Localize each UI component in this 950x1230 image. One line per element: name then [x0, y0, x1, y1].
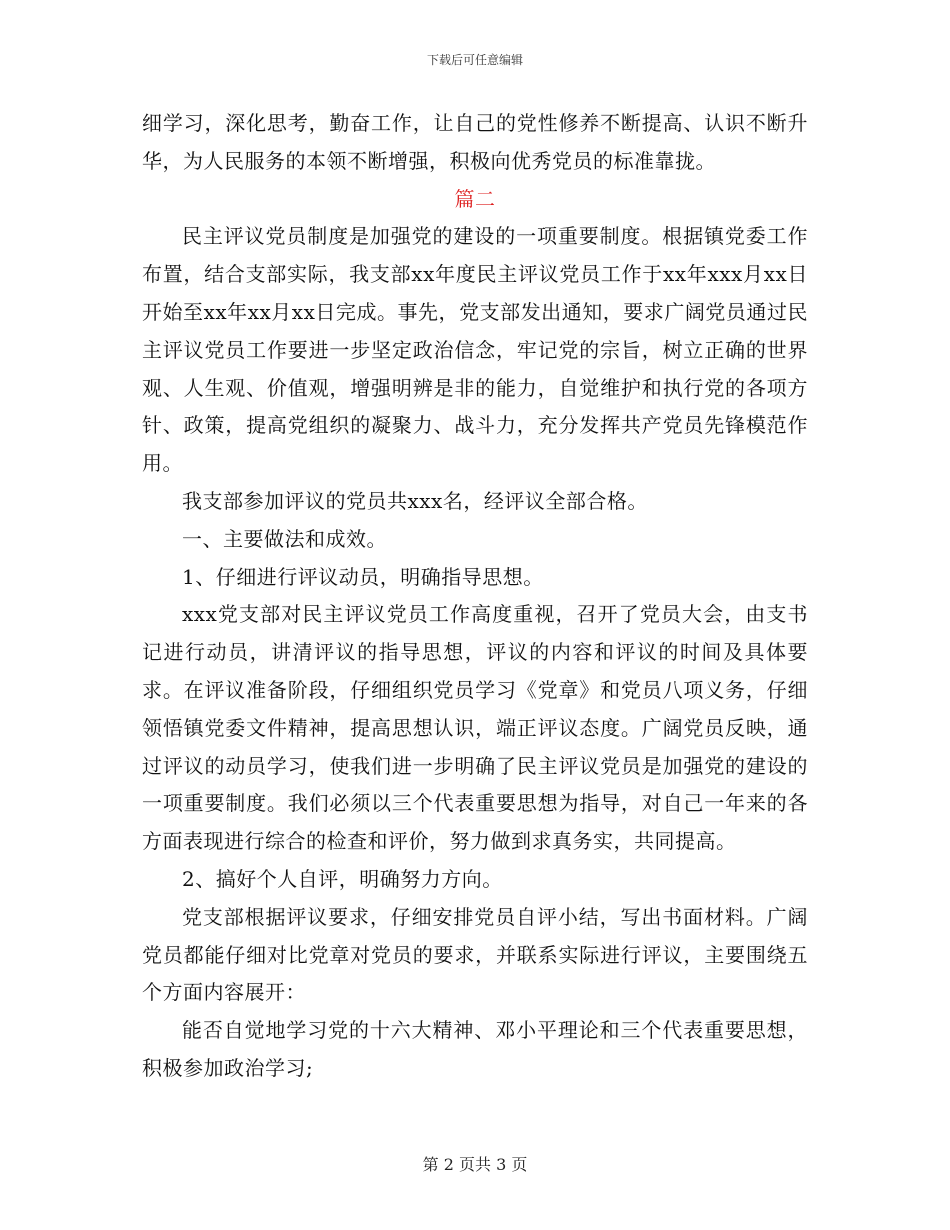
heading-paragraph: 一、主要做法和成效。: [182, 526, 387, 551]
paragraph: 我支部参加评议的党员共xxx名，经评议全部合格。: [182, 488, 648, 513]
heading-paragraph: 2、搞好个人自评，明确努力方向。: [182, 866, 503, 891]
page-header-note: 下载后可任意编辑: [426, 53, 523, 67]
paragraph: 党支部根据评议要求，仔细安排党员自评小结，写出书面材料。广阔党员都能仔细对比党章对党员的要求，并联系实际进行评议，主要围绕五个方面内容展开：: [142, 904, 808, 1005]
paragraph: 能否自觉地学习党的十六大精神、邓小平理论和三个代表重要思想，积极参加政治学习;: [142, 1018, 808, 1080]
document-body: [142, 105, 808, 1088]
page-number: 第 2 页共 3 页: [422, 1155, 528, 1174]
paragraph: xxx党支部对民主评议党员工作高度重视，召开了党员大会，由支书记进行动员，讲清评议的指导思想，评议的内容和评议的时间及具体要求。在评议准备阶段，仔细组织党员学习《党章》和党员八项义务，仔细领悟镇党委文件精神，提高思想认识，端正评议态度。广阔党员反映，通过评议的动员学习，使我们进一步明确了民主评议党员是加强党的建设的一项重要制度。我们必须以三个代表重要思想为指导，对自己一年来的各方面表现进行综合的检查和评价，努力做到求真务实，共同提高。: [142, 602, 808, 854]
paragraph: 民主评议党员制度是加强党的建设的一项重要制度。根据镇党委工作布置，结合支部实际，我支部xx年度民主评议党员工作于xx年xxx月xx日开始至xx年xx月xx日完成。事先，党支部发出通知，要求广阔党员通过民主评议党员工作要进一步坚定政治信念，牢记党的宗旨，树立正确的世界观、人生观、价值观，增强明辨是非的能力，自觉维护和执行党的各项方针、政策，提高党组织的凝聚力、战斗力，充分发挥共产党员先锋模范作用。: [142, 224, 808, 476]
section-title: 篇二: [454, 186, 496, 211]
paragraph: 细学习，深化思考，勤奋工作，让自己的党性修养不断提高、认识不断升华，为人民服务的本领不断增强，积极向优秀党员的标准靠拢。: [142, 111, 808, 173]
heading-paragraph: 1、仔细进行评议动员，明确指导思想。: [182, 564, 544, 589]
